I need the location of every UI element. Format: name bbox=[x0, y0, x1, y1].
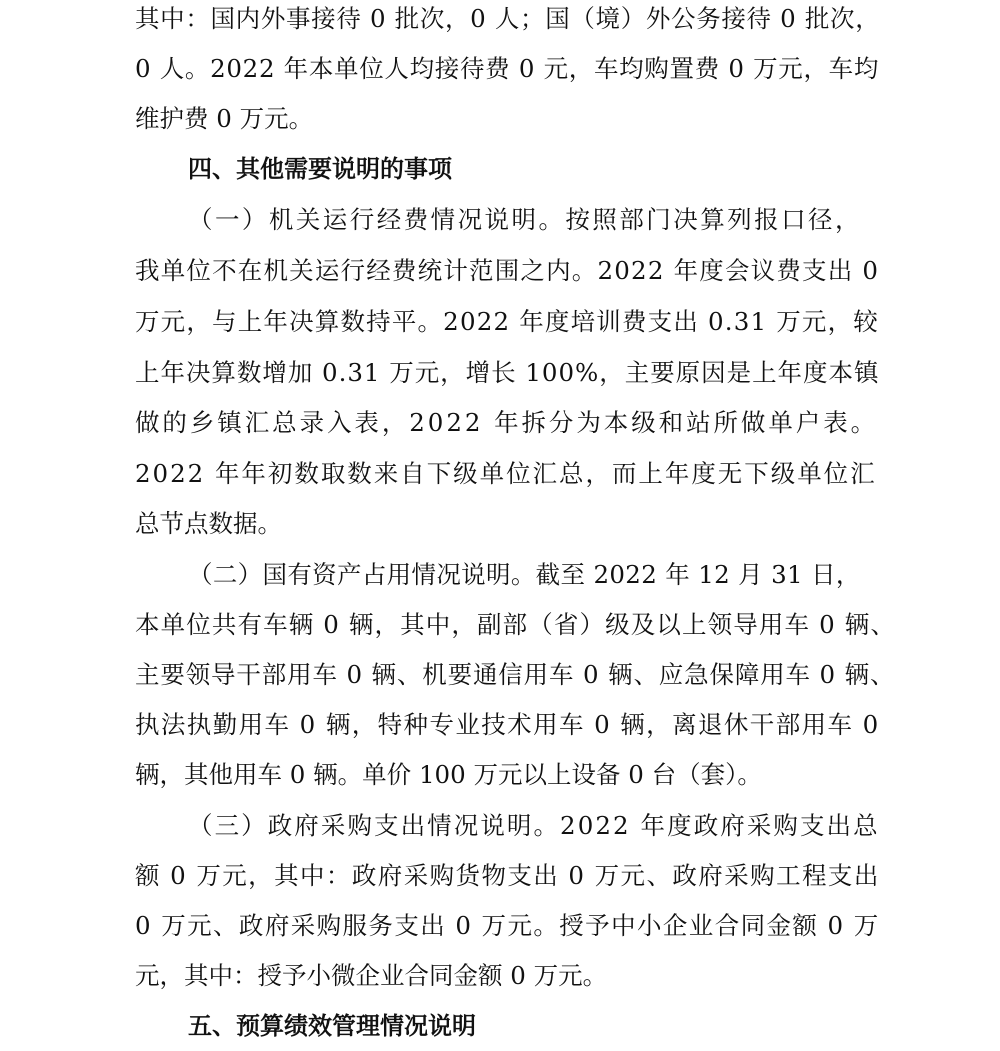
text-line: 0 万元、政府采购服务支出 0 万元。授予中小企业合同金额 0 万 bbox=[135, 911, 880, 940]
text-line: 2022 年年初数取数来自下级单位汇总，而上年度无下级单位汇 bbox=[135, 459, 877, 488]
text-line: （一）机关运行经费情况说明。按照部门决算列报口径， bbox=[188, 205, 862, 234]
section-heading: 四、其他需要说明的事项 bbox=[188, 155, 452, 183]
text-line: 辆，其他用车 0 辆。单价 100 万元以上设备 0 台（套）。 bbox=[135, 760, 762, 789]
text-line: 上年决算数增加 0.31 万元，增长 100%，主要原因是上年度本镇 bbox=[135, 358, 880, 387]
text-line: 我单位不在机关运行经费统计范围之内。2022 年度会议费支出 0 bbox=[135, 256, 880, 285]
text-line: 其中：国内外事接待 0 批次，0 人；国（境）外公务接待 0 批次， bbox=[135, 4, 881, 33]
text-line: 总节点数据。 bbox=[135, 509, 282, 538]
text-line: 维护费 0 万元。 bbox=[135, 104, 314, 133]
text-line: 额 0 万元，其中：政府采购货物支出 0 万元、政府采购工程支出 bbox=[135, 861, 880, 890]
text-line: 执法执勤用车 0 辆，特种专业技术用车 0 辆，离退休干部用车 0 bbox=[135, 710, 880, 739]
text-line: 万元，与上年决算数持平。2022 年度培训费支出 0.31 万元，较 bbox=[135, 307, 879, 336]
section-heading: 五、预算绩效管理情况说明 bbox=[188, 1012, 476, 1040]
text-line: 做的乡镇汇总录入表，2022 年拆分为本级和站所做单户表。 bbox=[135, 408, 879, 437]
text-line: 主要领导干部用车 0 辆、机要通信用车 0 辆、应急保障用车 0 辆、 bbox=[135, 660, 896, 689]
text-line: （二）国有资产占用情况说明。截至 2022 年 12 月 31 日， bbox=[188, 560, 861, 589]
text-line: 元，其中：授予小微企业合同金额 0 万元。 bbox=[135, 961, 608, 990]
text-line: 0 人。2022 年本单位人均接待费 0 元，车均购置费 0 万元，车均 bbox=[135, 54, 880, 83]
text-line: （三）政府采购支出情况说明。2022 年度政府采购支出总 bbox=[188, 811, 880, 840]
text-line: 本单位共有车辆 0 辆，其中，副部（省）级及以上领导用车 0 辆、 bbox=[135, 610, 896, 639]
